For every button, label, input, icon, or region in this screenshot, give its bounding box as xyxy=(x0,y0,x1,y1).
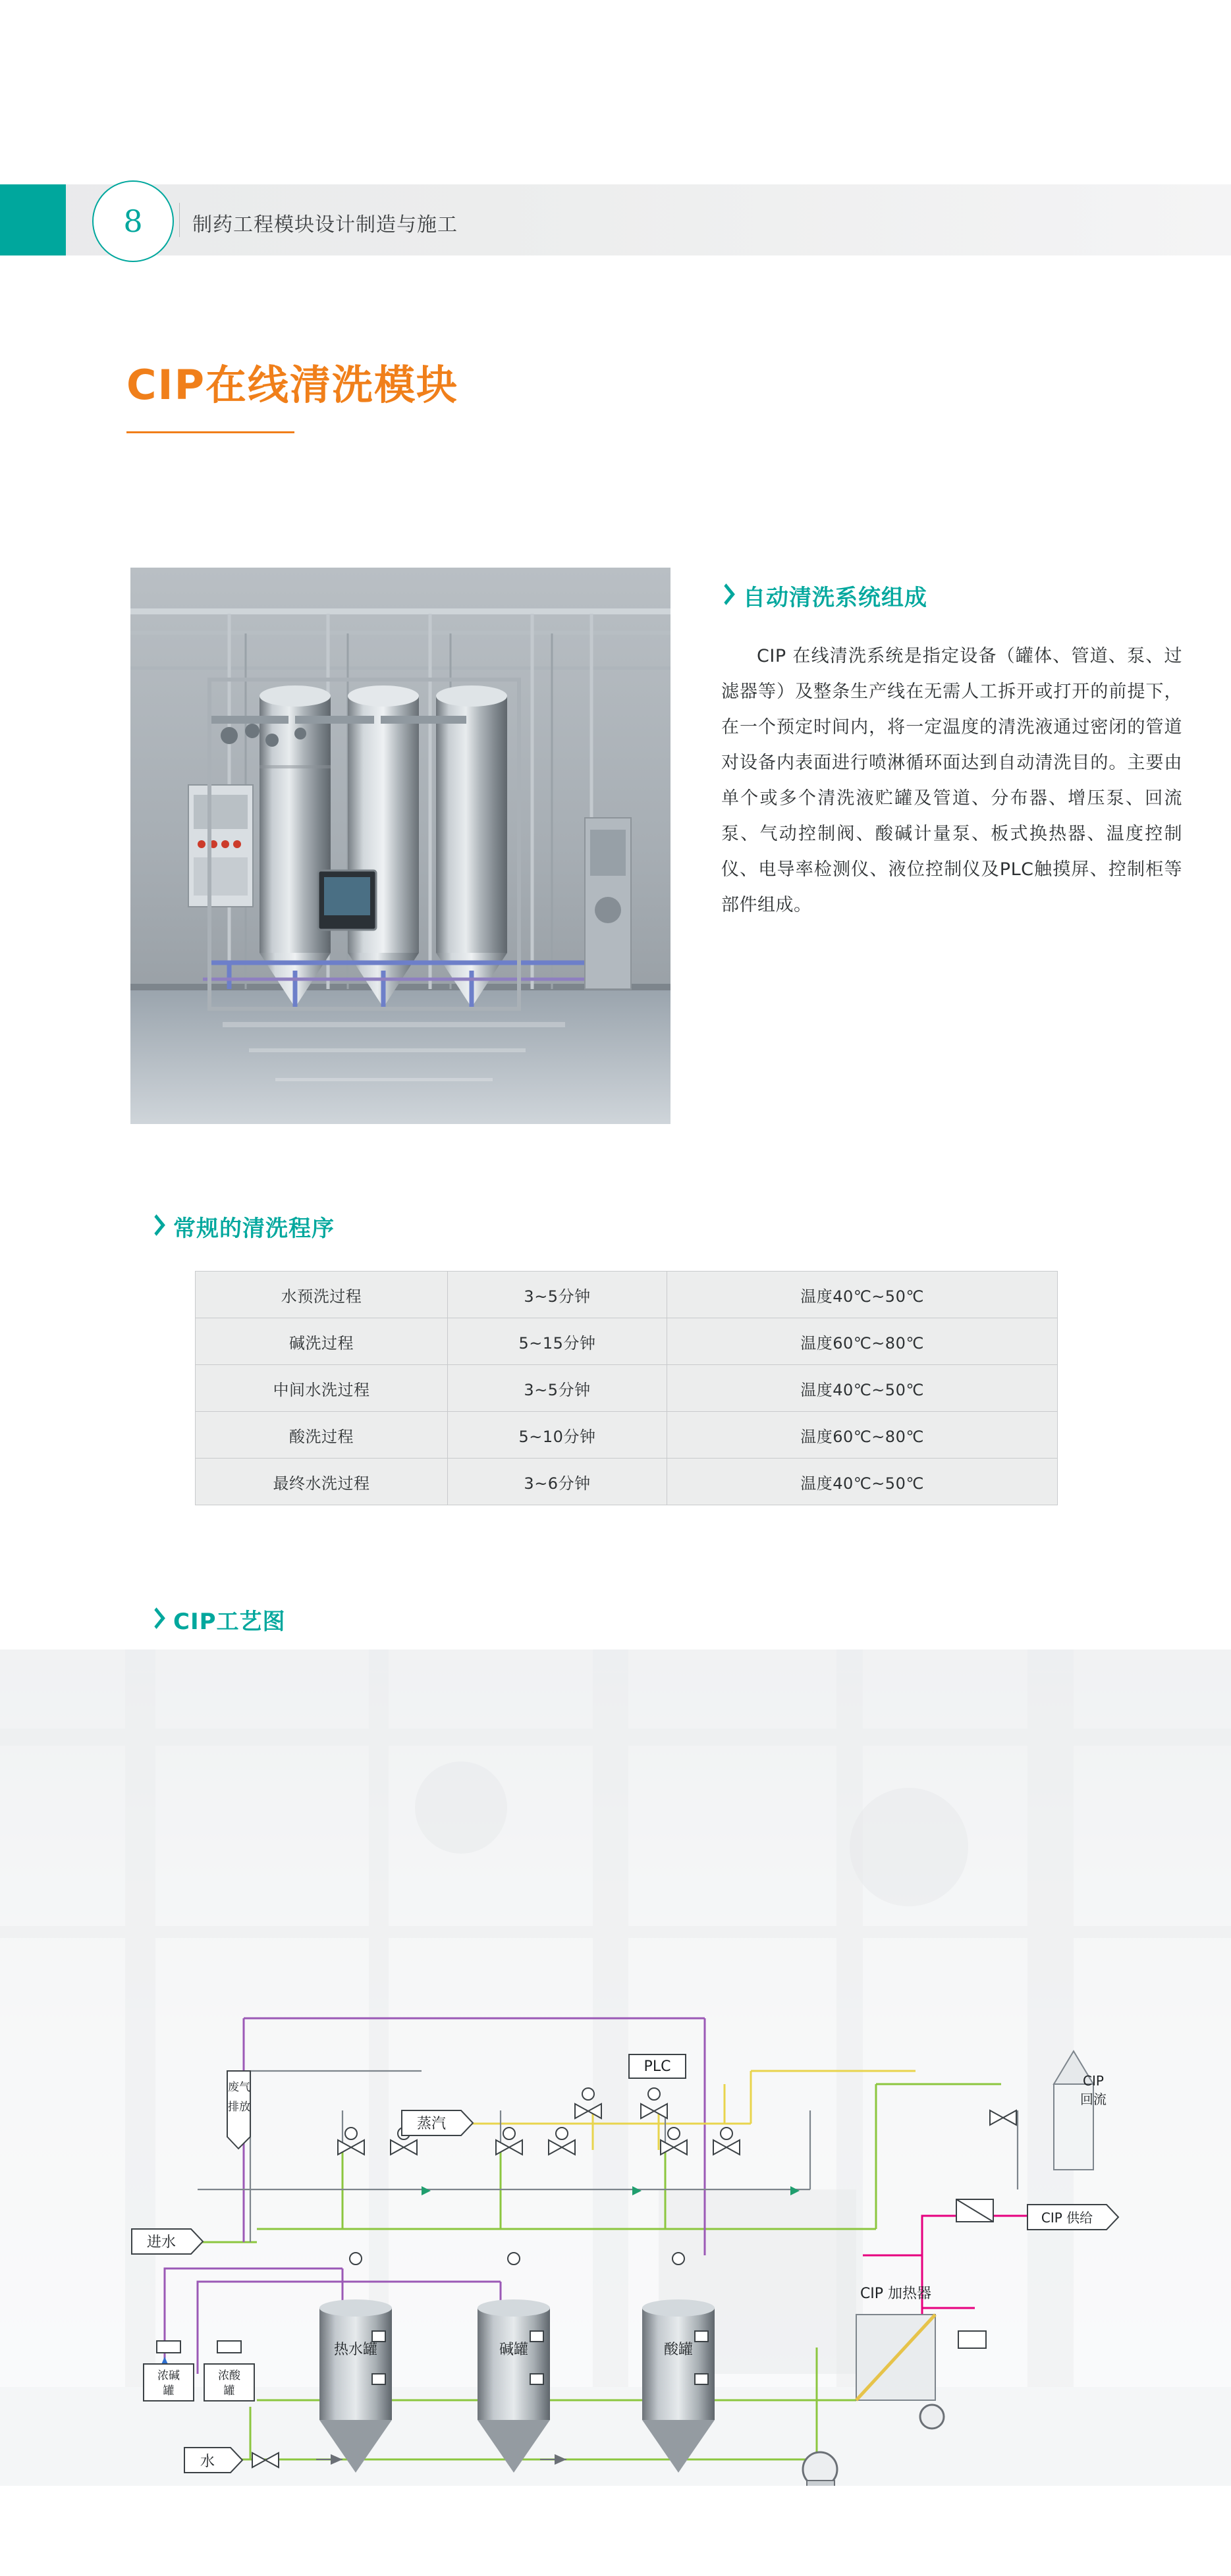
cell-temp: 温度40℃~50℃ xyxy=(667,1272,1058,1318)
header-divider xyxy=(179,203,180,237)
svg-text:CIP: CIP xyxy=(1083,2073,1104,2089)
table-row xyxy=(196,1412,1058,1459)
svg-text:蒸汽: 蒸汽 xyxy=(416,2116,447,2132)
cell-time: 3~5分钟 xyxy=(448,1272,667,1318)
page-header xyxy=(0,184,1231,255)
header-accent-block xyxy=(0,184,66,255)
equipment-photo xyxy=(130,568,670,1124)
cell-time: 5~10分钟 xyxy=(448,1412,667,1459)
flow-label-exhaust xyxy=(227,2071,250,2149)
tank-label-alkali: 碱罐 xyxy=(499,2342,529,2358)
flow-label-cip-supply xyxy=(1027,2205,1118,2230)
svg-text:浓碱: 浓碱 xyxy=(157,2369,180,2382)
svg-text:进水: 进水 xyxy=(146,2234,177,2251)
auto-system-paragraph: CIP 在线清洗系统是指定设备（罐体、管道、泵、过滤器等）及整条生产线在无需人工拆开或打开的前提下，在一个预定时间内，将一定温度的清洗液通过密闭的管道对设备内表面进行喷淋循环面达到自动清洗目的。主要由单个或多个清洗液贮罐及管道、分布器、增压泵、回流泵、气动控制阀、酸碱计量泵、板式换热器、温度控制仪、电导率检测仪、液位控制仪及PLC触摸屏、控制柜等部件组成。 xyxy=(721,646,1182,915)
cell-temp: 温度40℃~50℃ xyxy=(667,1365,1058,1412)
svg-text:罐: 罐 xyxy=(223,2384,235,2398)
chevron-right-icon xyxy=(148,1216,165,1238)
section-heading-flow-chart xyxy=(148,1603,286,1636)
section-heading-label: CIP工艺图 xyxy=(173,1609,286,1635)
table-row xyxy=(196,1365,1058,1412)
cell-temp: 温度60℃~80℃ xyxy=(667,1412,1058,1459)
flow-label-concentrated-acid xyxy=(204,2364,254,2401)
flow-label-water-in xyxy=(132,2229,203,2254)
flow-label-plc xyxy=(629,2054,686,2078)
svg-text:PLC: PLC xyxy=(643,2058,671,2075)
cip-process-flow-diagram xyxy=(0,1650,1231,2486)
flow-label-concentrated-alkali xyxy=(144,2364,194,2401)
svg-text:罐: 罐 xyxy=(163,2384,175,2398)
svg-text:浓酸: 浓酸 xyxy=(218,2369,240,2382)
table-row xyxy=(196,1459,1058,1505)
section-heading-label: 自动清洗系统组成 xyxy=(743,585,927,611)
tank-label-acid: 酸罐 xyxy=(663,2342,694,2358)
page-number: 8 xyxy=(123,203,143,239)
flow-label-steam xyxy=(402,2110,473,2135)
svg-text:水: 水 xyxy=(200,2454,215,2470)
cell-time: 3~6分钟 xyxy=(448,1459,667,1505)
cell-step: 最终水洗过程 xyxy=(196,1459,448,1505)
flow-label-water xyxy=(184,2448,242,2473)
cell-time: 3~5分钟 xyxy=(448,1365,667,1412)
cell-step: 中间水洗过程 xyxy=(196,1365,448,1412)
page-title: CIP在线清洗模块 xyxy=(126,361,459,409)
svg-text:排放: 排放 xyxy=(228,2101,250,2114)
table-row xyxy=(196,1318,1058,1365)
chevron-right-icon xyxy=(148,1609,165,1631)
svg-text:回流: 回流 xyxy=(1080,2091,1107,2107)
chevron-right-icon xyxy=(718,585,735,607)
running-title: 制药工程模块设计制造与施工 xyxy=(192,213,458,236)
cell-step: 水预洗过程 xyxy=(196,1272,448,1318)
section-heading-auto-system xyxy=(718,579,927,612)
cell-temp: 温度60℃~80℃ xyxy=(667,1318,1058,1365)
section-heading-label: 常规的清洗程序 xyxy=(173,1216,335,1242)
tank-label-hot-water: 热水罐 xyxy=(333,2342,378,2358)
table-row xyxy=(196,1272,1058,1318)
heater-label: CIP 加热器 xyxy=(860,2286,932,2302)
cell-temp: 温度40℃~50℃ xyxy=(667,1459,1058,1505)
page-number-badge xyxy=(92,180,174,262)
section-heading-procedure xyxy=(148,1210,335,1243)
cell-step: 酸洗过程 xyxy=(196,1412,448,1459)
cell-step: 碱洗过程 xyxy=(196,1318,448,1365)
svg-text:废气: 废气 xyxy=(228,2081,250,2094)
cleaning-procedure-table xyxy=(195,1271,1058,1505)
cell-time: 5~15分钟 xyxy=(448,1318,667,1365)
svg-text:CIP 供给: CIP 供给 xyxy=(1041,2210,1093,2226)
title-underline xyxy=(126,431,294,433)
